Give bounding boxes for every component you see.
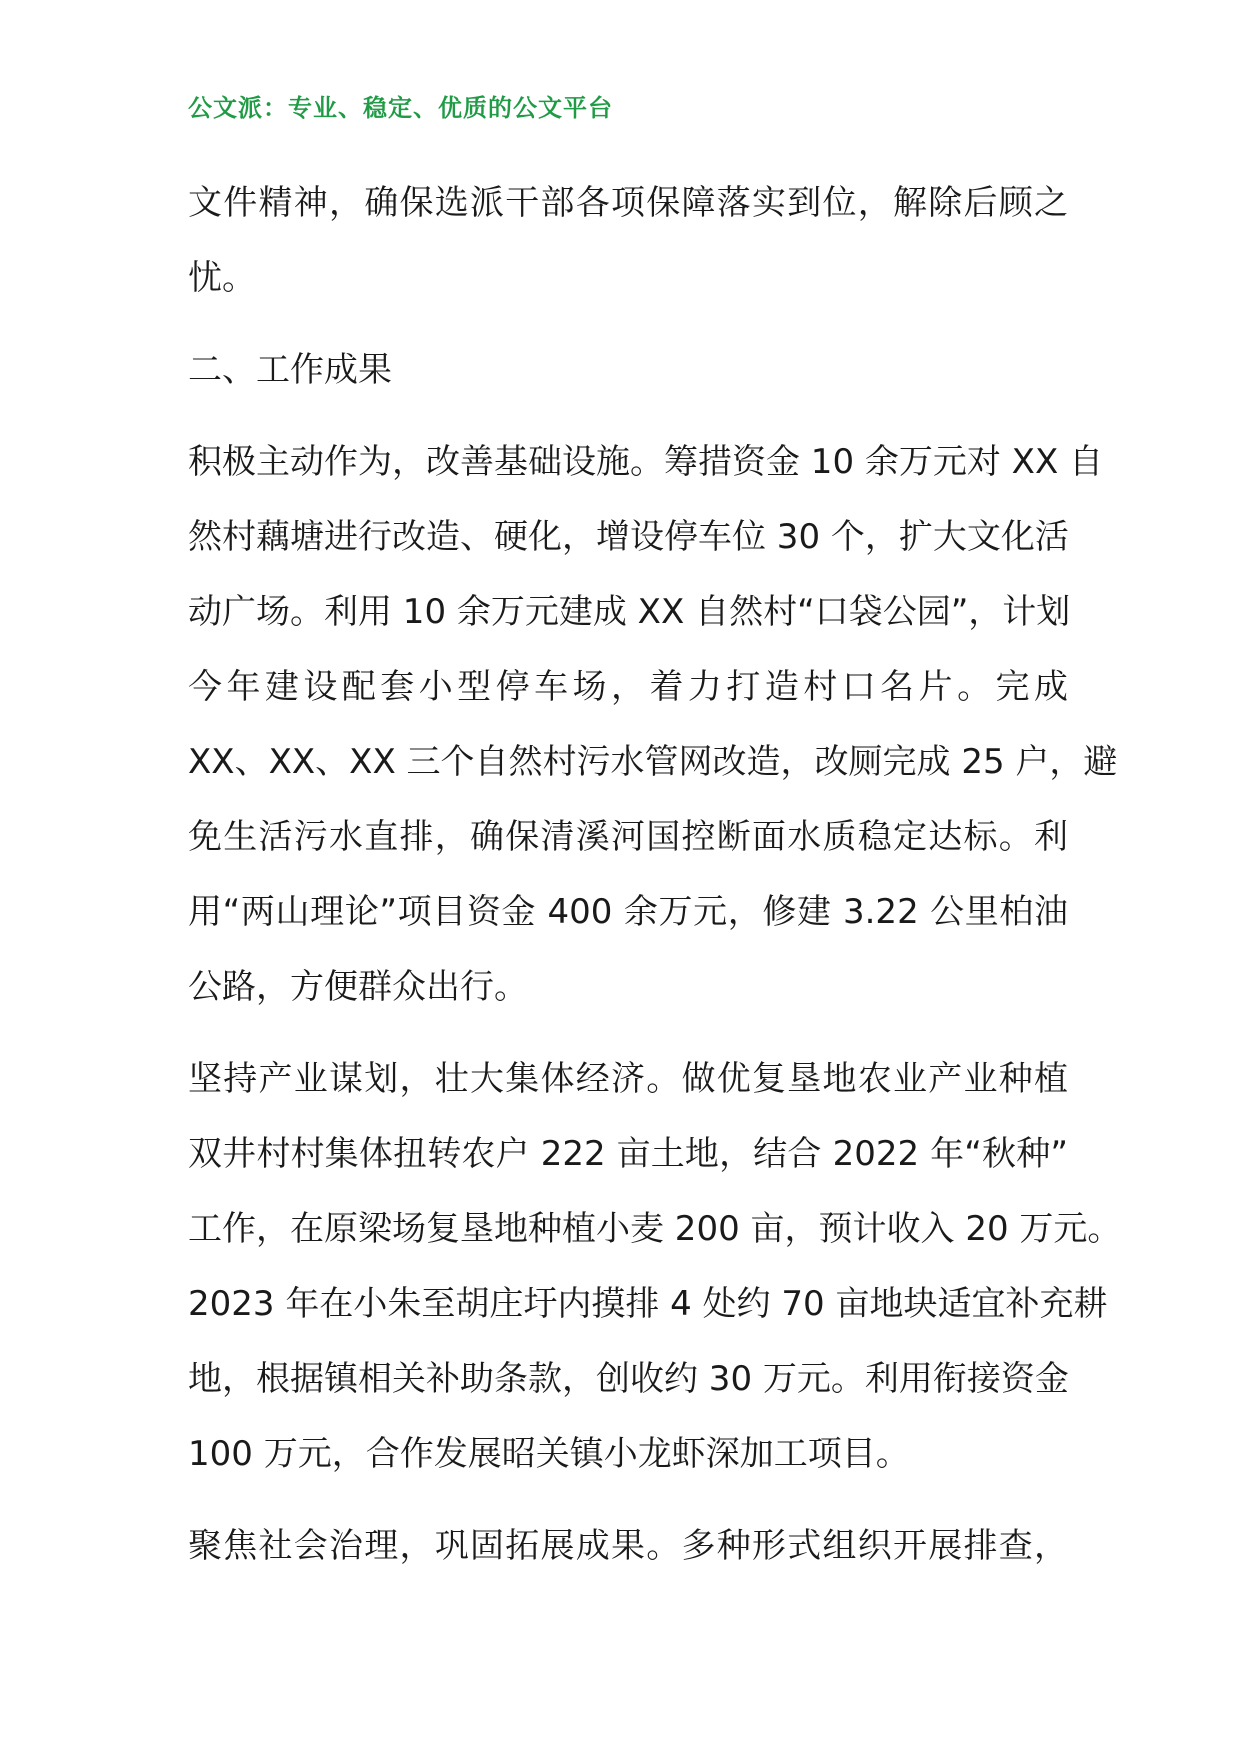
text-line: 动广场。利用 10 余万元建成 XX 自然村“口袋公园”，计划 xyxy=(188,592,1071,632)
page-header: 公文派：专业、稳定、优质的公文平台 xyxy=(188,94,613,122)
text-line: 然村藕塘进行改造、硬化，增设停车位 30 个，扩大文化活 xyxy=(188,517,1069,557)
text-line: 地，根据镇相关补助条款，创收约 30 万元。利用衔接资金 xyxy=(188,1359,1069,1399)
paragraph-gap xyxy=(188,316,1068,333)
text-line: 双井村村集体扭转农户 222 亩土地，结合 2022 年“秋种” xyxy=(188,1134,1068,1174)
text-line: 聚焦社会治理，巩固拓展成果。多种形式组织开展排查， xyxy=(188,1526,1068,1566)
text-line: XX、XX、XX 三个自然村污水管网改造，改厕完成 25 户，避 xyxy=(188,742,1118,782)
text-line: 免生活污水直排，确保清溪河国控断面水质稳定达标。利 xyxy=(188,817,1068,857)
text-line: 坚持产业谋划，壮大集体经济。做优复垦地农业产业种植 xyxy=(188,1059,1068,1099)
text-line: 工作，在原梁场复垦地种植小麦 200 亩，预计收入 20 万元。 xyxy=(188,1209,1122,1249)
paragraph-gap xyxy=(188,1025,1068,1042)
text-line: 文件精神，确保选派干部各项保障落实到位，解除后顾之 xyxy=(188,183,1068,223)
text-line: 积极主动作为，改善基础设施。筹措资金 10 余万元对 XX 自 xyxy=(188,442,1104,482)
text-line: 100 万元，合作发展昭关镇小龙虾深加工项目。 xyxy=(188,1434,910,1474)
text-line: 二、工作成果 xyxy=(188,350,392,390)
text-line: 2023 年在小朱至胡庄圩内摸排 4 处约 70 亩地块适宜补充耕 xyxy=(188,1284,1108,1324)
paragraph-gap xyxy=(188,408,1068,425)
document-body xyxy=(188,166,1122,1584)
text-line: 公路，方便群众出行。 xyxy=(188,967,528,1007)
text-line: 今年建设配套小型停车场，着力打造村口名片。完成 xyxy=(188,667,1068,707)
paragraph-gap xyxy=(188,1492,1068,1509)
text-line: 用“两山理论”项目资金 400 余万元，修建 3.22 公里柏油 xyxy=(188,892,1068,932)
text-line: 忧。 xyxy=(188,258,256,298)
